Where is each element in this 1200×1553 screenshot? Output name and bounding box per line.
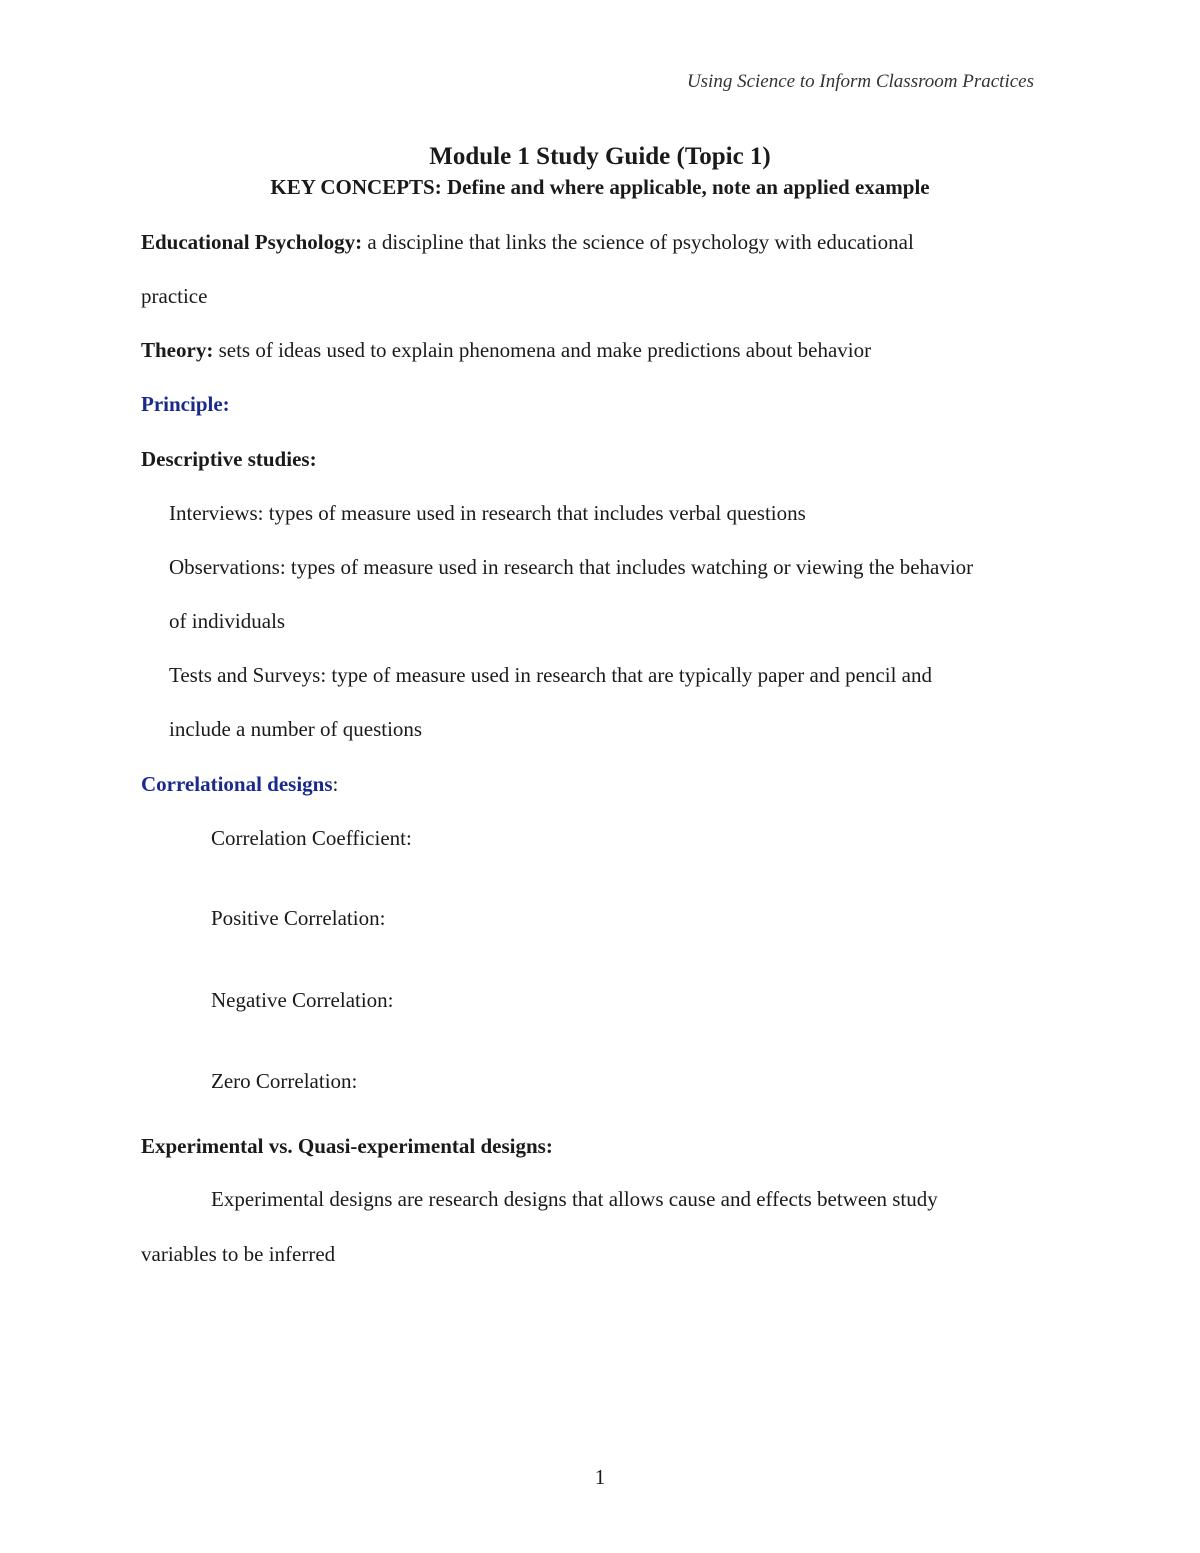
correlational-designs-term: Correlational designs bbox=[141, 772, 333, 796]
running-head: Using Science to Inform Classroom Practices bbox=[686, 71, 1034, 92]
principle-term: Principle: bbox=[141, 392, 230, 416]
educational-psychology-definition-continued: practice bbox=[141, 284, 208, 308]
theory-term: Theory: bbox=[141, 338, 214, 362]
experimental-designs-definition-continued: variables to be inferred bbox=[141, 1242, 336, 1266]
educational-psychology-entry bbox=[141, 228, 914, 256]
experimental-designs-definition: Experimental designs are research designs that allows cause and effects between study bbox=[211, 1187, 938, 1211]
interviews-definition: Interviews: types of measure used in research that includes verbal questions bbox=[169, 501, 806, 525]
tests-surveys-definition: Tests and Surveys: type of measure used in research that are typically paper and pencil and bbox=[169, 663, 933, 687]
correlation-coefficient-item: Correlation Coefficient: bbox=[211, 826, 412, 850]
theory-definition: sets of ideas used to explain phenomena and make predictions about behavior bbox=[213, 338, 872, 362]
observations-definition-continued: of individuals bbox=[169, 609, 286, 633]
zero-correlation-item: Zero Correlation: bbox=[211, 1069, 358, 1093]
descriptive-studies-term: Descriptive studies: bbox=[141, 447, 317, 471]
negative-correlation-item: Negative Correlation: bbox=[211, 988, 394, 1012]
observations-definition: Observations: types of measure used in research that includes watching or viewing the behavior bbox=[169, 555, 974, 579]
page-number: 1 bbox=[594, 1465, 606, 1489]
experimental-designs-term: Experimental vs. Quasi-experimental designs: bbox=[141, 1134, 553, 1158]
correlational-designs-entry bbox=[141, 770, 338, 798]
tests-surveys-definition-continued: include a number of questions bbox=[169, 717, 423, 741]
positive-correlation-item: Positive Correlation: bbox=[211, 906, 386, 930]
educational-psychology-term: Educational Psychology: bbox=[141, 230, 363, 254]
document-subtitle: KEY CONCEPTS: Define and where applicable, note an applied example bbox=[270, 175, 930, 199]
educational-psychology-definition: a discipline that links the science of psychology with educational bbox=[362, 230, 914, 254]
theory-entry bbox=[141, 336, 871, 364]
correlational-designs-colon: : bbox=[332, 772, 339, 796]
document-title: Module 1 Study Guide (Topic 1) bbox=[429, 143, 771, 170]
